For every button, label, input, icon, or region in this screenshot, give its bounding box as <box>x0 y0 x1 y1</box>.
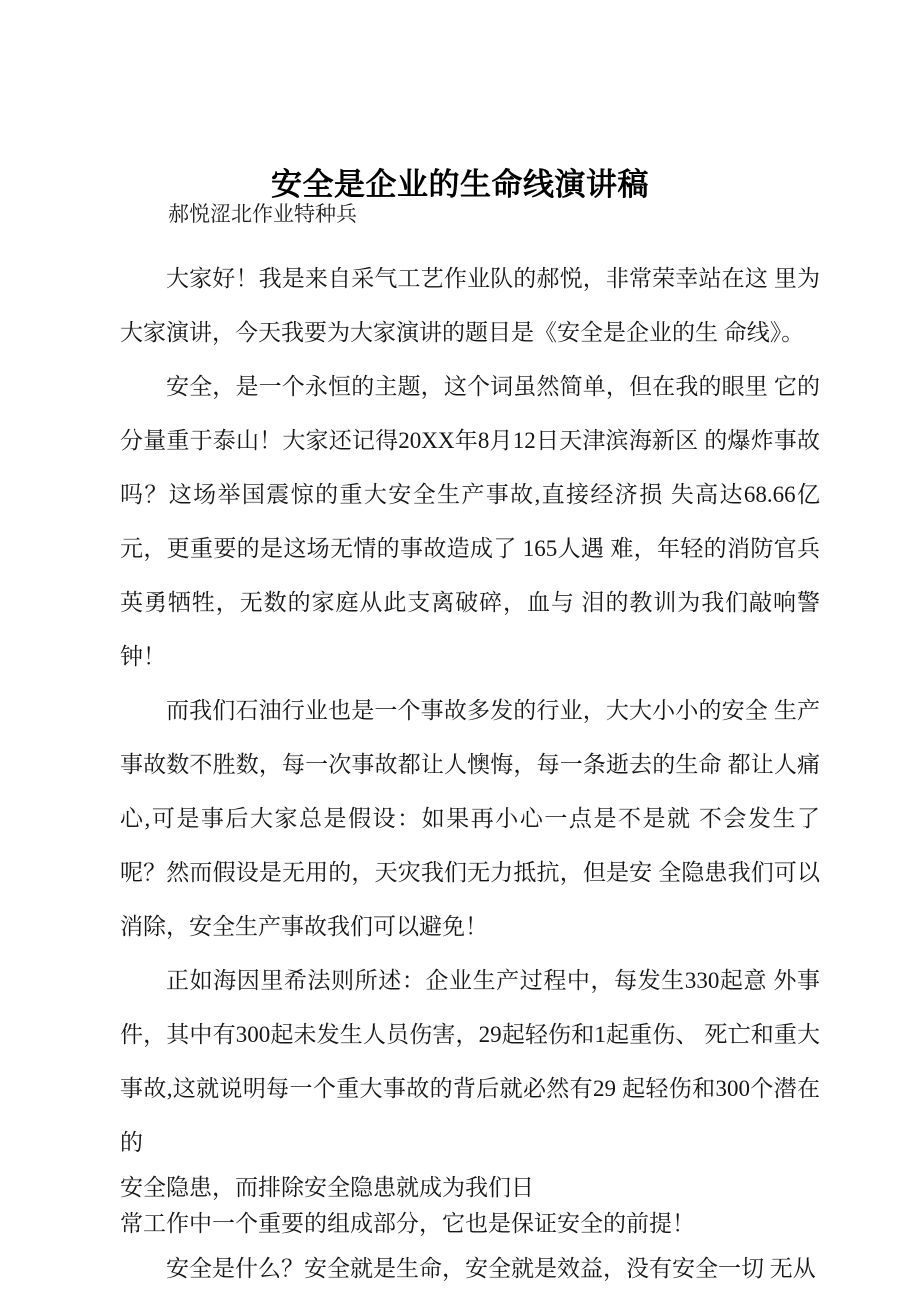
tail-line-1: 安全隐患，而排除安全隐患就成为我们日 <box>120 1175 534 1200</box>
author-byline: 郝悦涩北作业特种兵 <box>168 202 357 226</box>
document-body <box>120 252 820 1296</box>
paragraph-what-is-safety: 安全是什么？安全就是生命，安全就是效益，没有安全一切 无从 <box>166 1256 816 1281</box>
paragraph-petroleum-industry: 而我们石油行业也是一个事故多发的行业，大大小小的安全 生产事故数不胜数，每一次事故都让人懊悔，每一条逝去的生命 都让人痛心,可是事后大家总是假设：如果再小心一点是不是就 不会发生了呢？然而假设是无用的，天灾我们无力抵抗，但是安 全隐患我们可以消除，安全生产事故我们可以避免！ <box>120 698 821 939</box>
tail-line-2: 常工作中一个重要的组成部分，它也是保证安全的前提！ <box>120 1211 695 1236</box>
paragraph-heinrich-law: 正如海因里希法则所述：企业生产过程中，每发生330起意 外事件，其中有300起未发生人员伤害，29起轻伤和1起重伤、 死亡和重大事故,这就说明每一个重大事故的背后就必然有29 起轻伤和300个潜在的 <box>120 968 820 1155</box>
paragraph-safety-theme: 安全，是一个永恒的主题，这个词虽然简单，但在我的眼里 它的分量重于泰山！大家还记得20XX年8月12日天津滨海新区 的爆炸事故吗？这场举国震惊的重大安全生产事故,直接经济损 失高达68.66亿元，更重要的是这场无情的事故造成了 165人遇 难，年轻的消防官兵英勇牺牲，无数的家庭从此支离破碎，血与 泪的教训为我们敲响警钟！ <box>120 374 821 669</box>
page-title: 安全是企业的生命线演讲稿 <box>271 166 649 203</box>
paragraph-heinrich-tail <box>120 1170 820 1242</box>
paragraph-greeting: 大家好！我是来自采气工艺作业队的郝悦，非常荣幸站在这 里为大家演讲，今天我要为大家演讲的题目是《安全是企业的生 命线》。 <box>120 266 821 345</box>
